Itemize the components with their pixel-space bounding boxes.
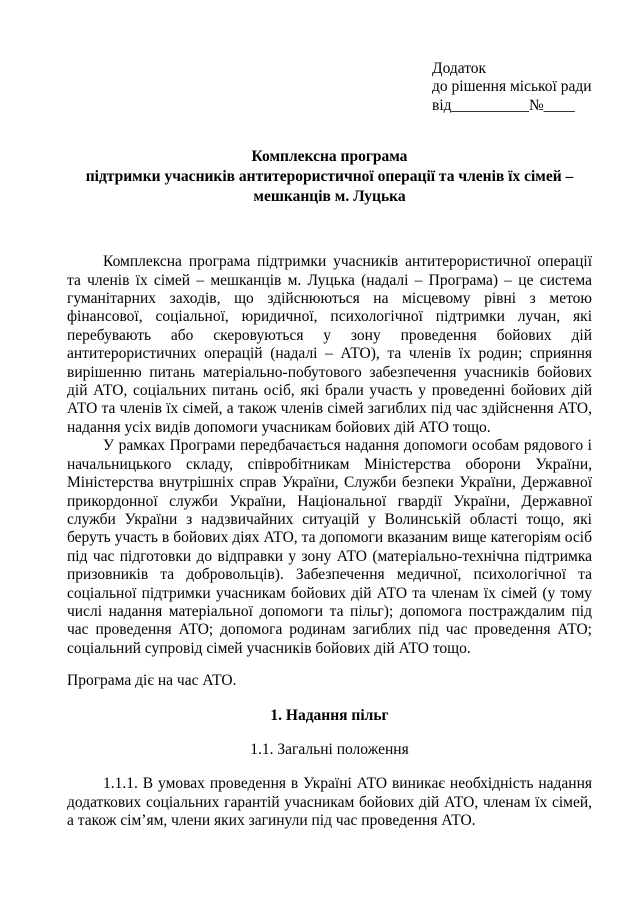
paragraph-1-1-1: 1.1.1. В умовах проведення в Україні АТО виникає необхідність надання додаткових соціальних гарантій учасникам бойових дій АТО, членам їх сімей, а також сім’ям, члени яких загинули під час проведення АТО.: [67, 775, 592, 830]
title-line-1: Комплексна програма: [251, 148, 408, 166]
section-1-heading: 1. Надання пільг: [270, 706, 389, 724]
program-duration-note: Програма діє на час АТО.: [67, 672, 237, 690]
annex-reference-block: [432, 60, 592, 115]
annex-date-number-line: від__________№____: [432, 96, 575, 114]
section-1-1-heading: 1.1. Загальні положення: [250, 740, 409, 758]
title-line-2: підтримки учасників антитерористичної операції та членів їх сімей –: [85, 168, 574, 186]
annex-decision-line: до рішення міської ради: [432, 78, 592, 96]
annex-label: Додаток: [432, 60, 487, 77]
paragraph-program-definition: Комплексна програма підтримки учасників антитерористичної операції та членів їх сімей – мешканців м. Луцька (надалі – Програма) – це система гуманітарних заходів, що здійснюються на місцевому рівні з метою фінансової, соціальної, юридичної, психологічної підтримки лучан, які перебувають або скеровуються у зону проведення бойових дій антитерористичних операцій (надалі – АТО), та членів їх родин; сприяння вирішенню питань матеріально-побутового забезпечення учасників бойових дій АТО, соціальних питань осіб, які брали участь у проведенні бойових дій АТО та членів їх сімей, а також членів сімей загиблих під час здійснення АТО, надання усіх видів допомоги учасникам бойових дій АТО тощо.: [67, 253, 592, 436]
title-line-3: мешканців м. Луцька: [253, 188, 406, 206]
paragraph-program-scope: У рамках Програми передбачається надання допомоги особам рядового і начальницького складу, співробітникам Міністерства оборони України, Міністерства внутрішніх справ України, Служби безпеки України, Державної прикордонної служби України, Національної гвардії України, Державної служби України з надзвичайних ситуацій у Волинській області тощо, які беруть участь в бойових діях АТО, та допомоги вказаним вище категоріям осіб під час підготовки до відправки у зону АТО (матеріально-технічна підтримка призовників та добровольців). Забезпечення медичної, психологічної та соціальної підтримки учасникам бойових дій АТО та членам їх сімей (у тому числі надання матеріальної допомоги та пільг); допомога постраждалим під час проведення АТО; допомога родинам загиблих під час проведення АТО; соціальний супровід сімей учасників бойових дій АТО тощо.: [67, 437, 592, 657]
document-title: [67, 147, 592, 207]
